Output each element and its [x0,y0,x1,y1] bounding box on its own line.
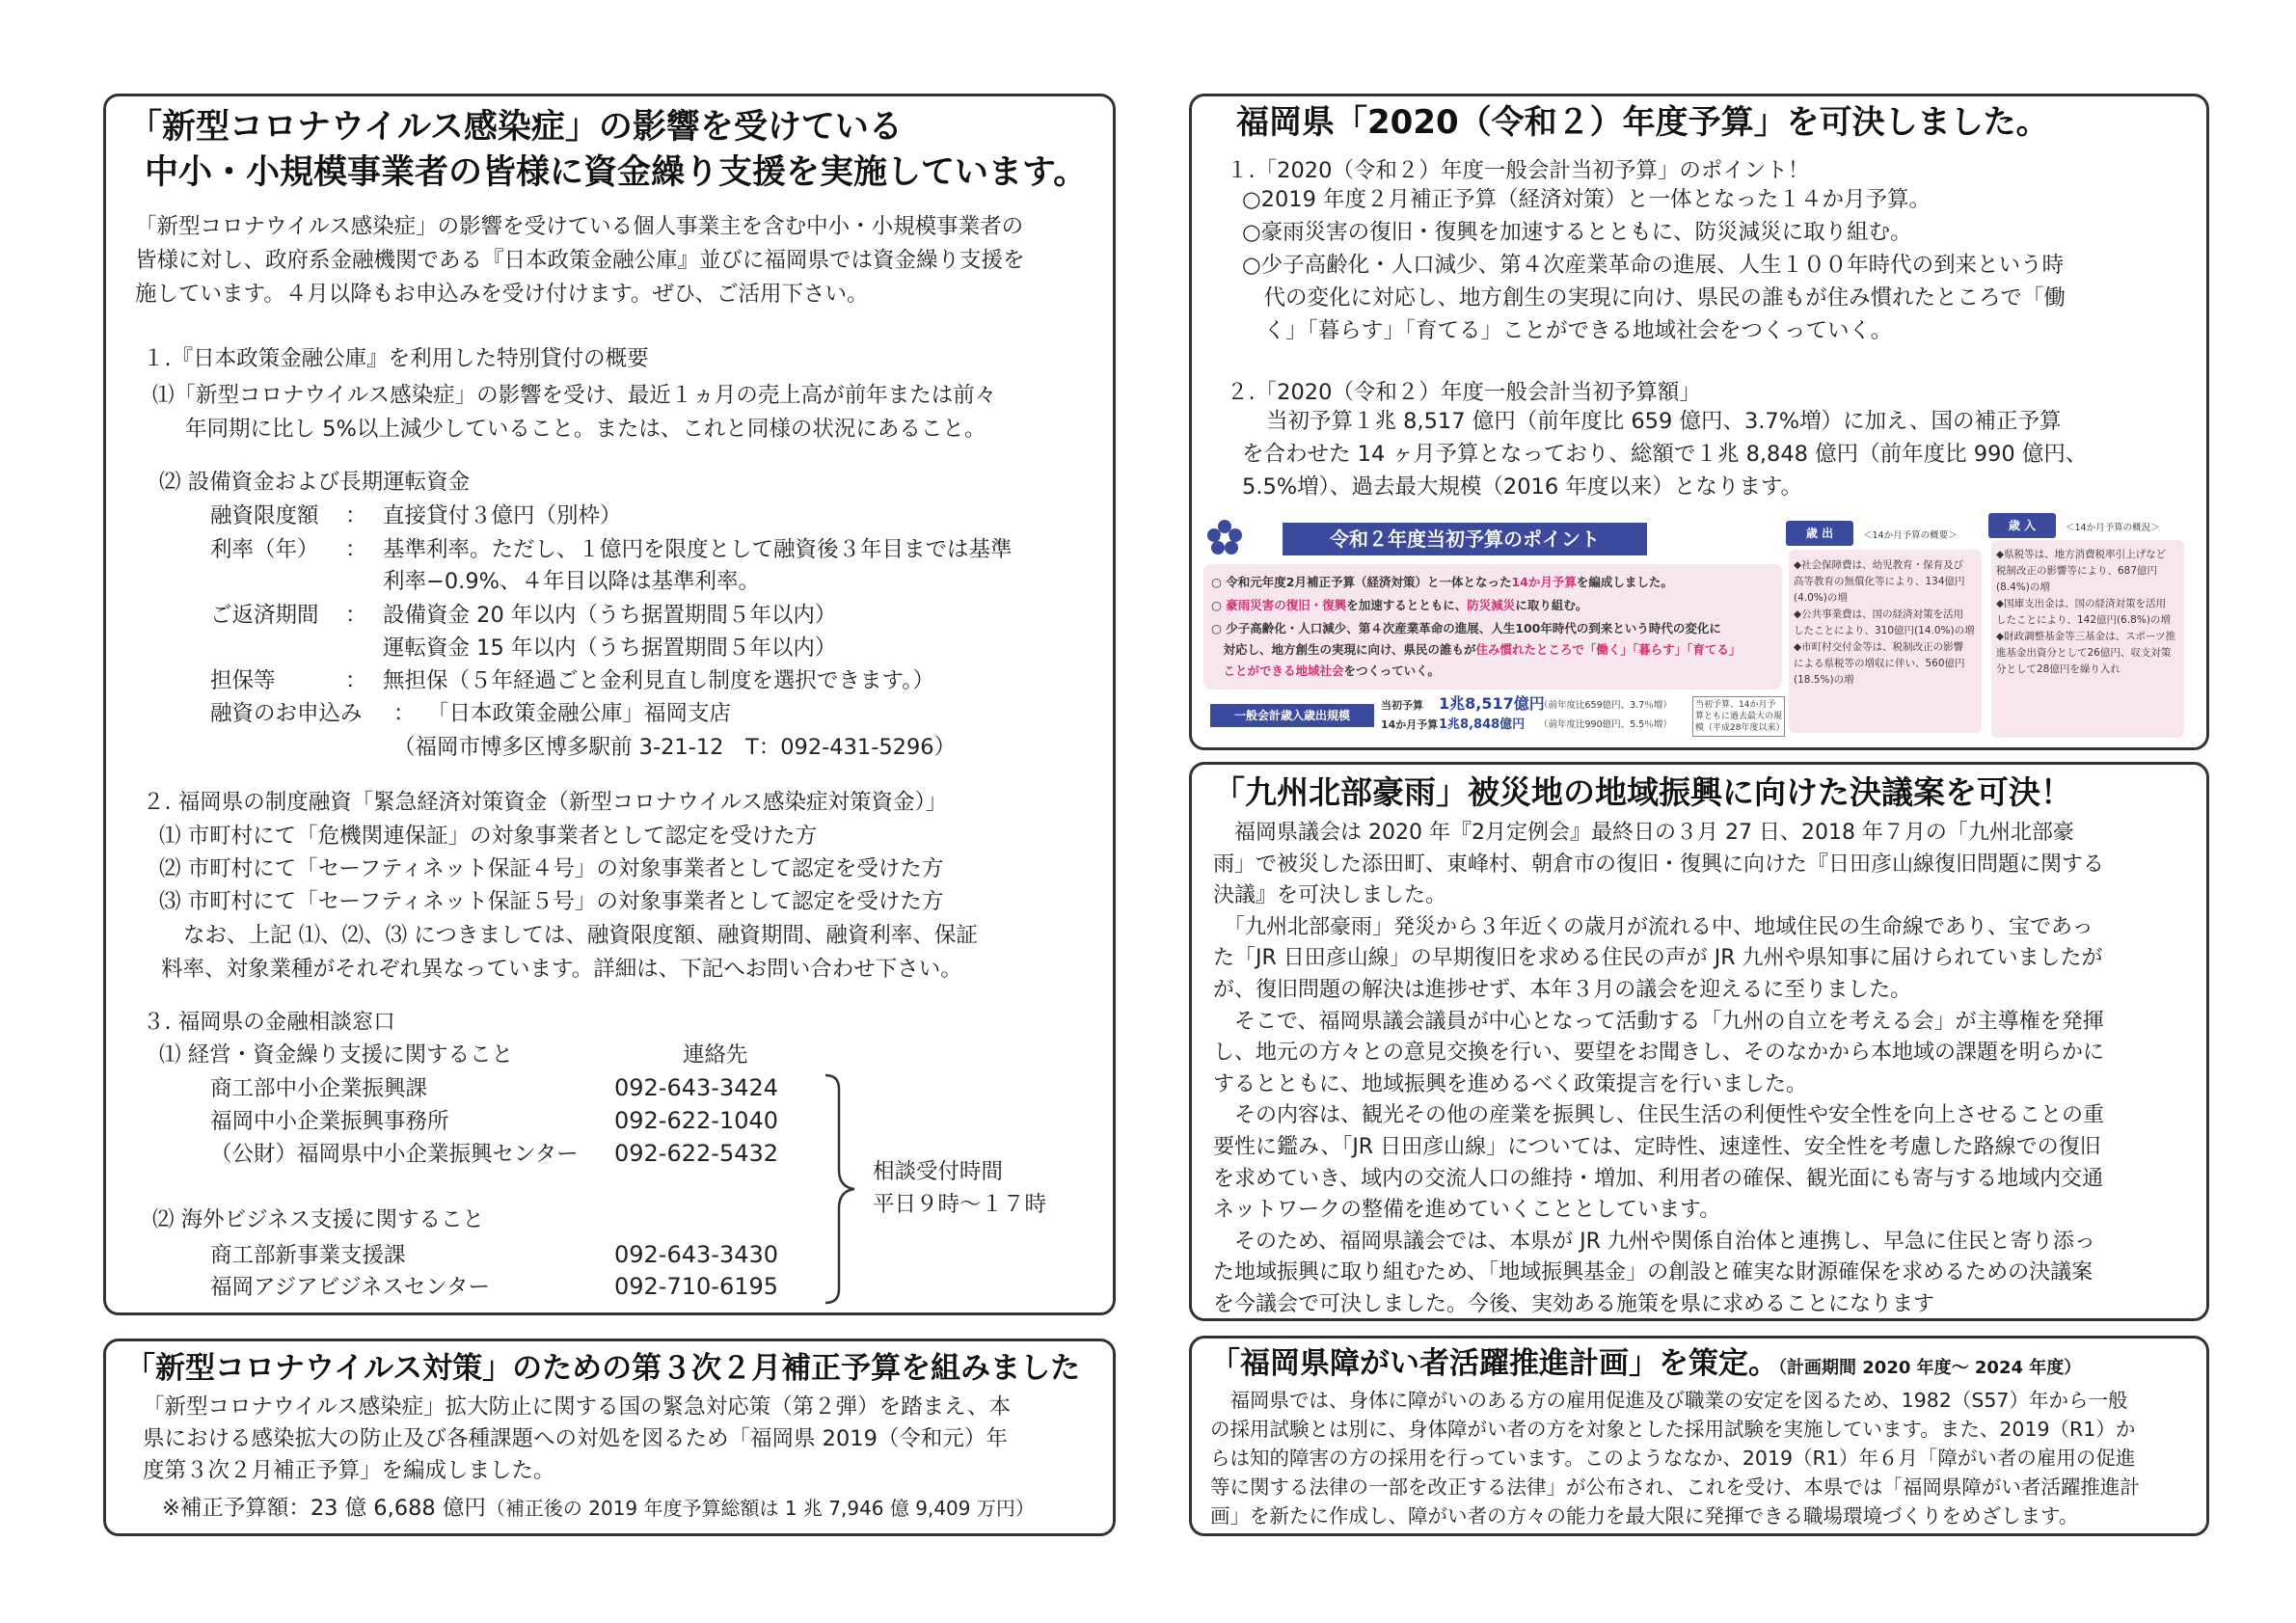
contact-name: （公財）福岡県中小企業振興センター [210,1142,579,1167]
section2-note-line2: 料率、対象業種がそれぞれ異なっています。詳細は、下記へお問い合わせ下さい。 [161,957,962,982]
disability-plan-body: 福岡県では、身体に障がいのある方の雇用促進及び職業の安定を図るため、1982（S57）年から一般 の採用試験とは別に、身体障がい者の方を対象とした採用試験を実施しています。また、2019（R1）か らは知的障害の方の採用を行っています。このようななか、2019（R1）年６月「障がい者の雇用の促進 等に関する法律の一部を改正する法律」が公布され、これを受け、本県では「福岡県障がい者活躍推進計 画」を新たに作成し、障がい者の方々の能力を最大限に発揮できる職場環境づくりをめざします。 [1210,1389,2140,1528]
term-value: 基準利率。ただし、１億円を限度として融資後３年目までは基準 [383,537,1013,562]
term-colon: ： [345,503,367,528]
contact-phone: 092-643-3430 [614,1241,779,1268]
revenue-subtitle: ＜14か月予算の概況＞ [2066,523,2160,533]
term-value: 「日本政策金融公庫」福岡支店 [427,701,732,726]
contact-phone: 092-622-1040 [614,1107,779,1134]
infographic-point3-end: ことができる地域社会をつくっていく。 [1211,663,1441,678]
term-label: 融資限度額 [210,503,319,528]
contact-phone: 092-622-5432 [614,1140,779,1167]
fy2020-budget-title: 福岡県「2020（令和２）年度予算」を可決しました。 [1236,103,2049,142]
term-colon: ： [393,701,416,726]
infographic-point2: ○ 豪雨災害の復旧・復興を加速するとともに、防災減災に取り組む。 [1211,598,1588,612]
expenditure-label: 歳 出 [1786,521,1853,546]
financing-support-intro: 「新型コロナウイルス感染症」の影響を受けている個人事業主を含む中小・小規模事業者の 皆様に対し、政府系金融機関である『日本政策金融公庫』並びに福岡県では資金繰り支援を 施しています。４月以降もお申込みを受け付けます。ぜひ、ご活用下さい。 [135,214,1025,307]
term-colon: ： [345,668,367,693]
supplementary-amount: ※補正予算額：23 億 6,688 億円 [162,1496,486,1521]
section3-heading: ３. 福岡県の金融相談窓口 [143,1010,395,1035]
financing-support-title-line1: 「新型コロナウイルス感染症」の影響を受けている [128,108,903,147]
section3-item1: ⑴ 経営・資金繰り支援に関すること [159,1042,514,1068]
section2-item: ⑵ 市町村にて「セーフティネット保証４号」の対象事業者として認定を受けた方 [159,856,944,881]
consultation-hours-value: 平日９時〜１７時 [873,1192,1047,1217]
financing-support-title-line2: 中小・小規模事業者の皆様に資金繰り支援を実施しています。 [145,153,1088,192]
revenue-details: ◆県税等は、地方消費税率引上げなど 税制改正の影響等により、687億円 (8.4%)の増 ◆国庫支出金は、国の経済対策を活用 したことにより、142億円(6.8%)の増 ◆財政調整基金等三基金は、スポーツ推 進基金出資分として26億円、収支対策 分として28億円を繰り入れ [1996,549,2176,675]
expenditure-subtitle: ＜14か月予算の概要＞ [1863,530,1958,541]
contact-label: 連絡先 [683,1042,748,1068]
budget-amount-heading: ２.「2020（令和２）年度一般会計当初予算額」 [1227,380,1701,405]
term-colon: ： [345,603,367,628]
term-value: 設備資金 20 年以内（うち据置期間５年以内） [383,603,837,628]
term-value: 運転資金 15 年以内（うち据置期間５年以内） [383,636,837,661]
budget-points-list: ○2019 年度２月補正予算（経済対策）と一体となった１４か月予算。 ○豪雨災害の復旧・復興を加速するとともに、防災減災に取り組む。 ○少子高齢化・人口減少、第４次産業革命の進展、人生１００年時代の到来という時 代の変化に対応し、地方創生の実現に向け、県民の誰もが住み慣れたところで「働 く」「暮らす」「育てる」ことができる地域社会をつくっていく。 [1242,187,2066,343]
supplementary-budget-note [162,1492,1035,1525]
infographic-point3-cont: 対応し、地方創生の実現に向け、県民の誰もが住み慣れたところで「働く」「暮らす」「育てる」 [1211,642,1742,657]
term-label: 融資のお申込み [210,701,363,726]
supplementary-total-note: （補正後の 2019 年度予算総額は 1 兆 7,946 億 9,409 万円） [485,1497,1035,1520]
section2-item: ⑴ 市町村にて「危機関連保証」の対象事業者として認定を受けた方 [159,824,818,849]
contact-name: 商工部中小企業振興課 [210,1076,428,1101]
budget-amount-body: 当初予算１兆 8,517 億円（前年度比 659 億円、3.7%増）に加え、国の補正予算 を合わせた 14 ヶ月予算となっており、総額で１兆 8,848 億円（前年度比 990 億円、 5.5%増）、過去最大規模（2016 年度以来）となります。 [1242,409,2088,500]
14month-budget-value: 1兆8,848億円 [1439,717,1526,732]
section3-item2: ⑵ 海外ビジネス支援に関すること [152,1207,484,1232]
term-value: 直接貸付３億円（別枠） [383,503,622,528]
initial-budget-note: （前年度比659億円、3.7％増） [1539,700,1672,711]
record-size-note: 当初予算、14か月予算ともに過去最大の規模（平成28年度以来） [1692,696,1785,737]
kyushu-rain-title: 「九州北部豪雨」被災地の地域振興に向けた決議案を可決！ [1213,773,2072,811]
fukuoka-emblem-icon [1205,518,1244,562]
section1-item2: ⑵ 設備資金および長期運転資金 [159,470,471,495]
14month-budget-note: （前年度比990億円、5.5％増） [1539,719,1672,730]
general-account-size-bar: 一般会計歳入歳出規模 [1210,704,1374,727]
contact-name: 商工部新事業支援課 [210,1243,406,1268]
plan-period-note: （計画期間 2020 年度〜 2024 年度） [1778,1358,2082,1378]
section1-heading: １.『日本政策金融公庫』を利用した特別貸付の概要 [143,346,649,371]
contact-brace-icon [822,1073,860,1305]
contact-phone: 092-710-6195 [614,1273,779,1300]
infographic-point1: ○ 令和元年度2月補正予算（経済対策）と一体となった14か月予算を編成しました。 [1211,575,1673,589]
section1-item1-line1: ⑴「新型コロナウイルス感染症」の影響を受け、最近１ヵ月の売上高が前年または前々 [152,383,997,408]
consultation-hours-label: 相談受付時間 [873,1159,1004,1184]
kyushu-rain-body: 福岡県議会は 2020 年『2月定例会』最終日の３月 27 日、2018 年７月の「九州北部豪 雨」で被災した添田町、東峰村、朝倉市の復旧・復興に向けた『日田彦山線復旧問題に関する 決議』を可決しました。 「九州北部豪雨」発災から３年近くの歳月が流れる中、地域住民の生命線であり、宝であっ た「JR 日田彦山線」の早期復旧を求める住民の声が JR 九州や県知事に届けられていましたが が、復旧問題の解決は進捗せず、本年３月の議会を迎えるに至りました。 そこで、福岡県議会議員が中心となって活動する「九州の自立を考える会」が主導権を発揮 し、地元の方々との意見交換を行い、要望をお聞きし、そのなかから本地域の課題を明らかに するとともに、地域振興を進めるべく政策提言を行いました。 その内容は、観光その他の産業を振興し、住民生活の利便性や安全性を向上させることの重 要性に鑑み、「JR 日田彦山線」については、定時性、速達性、安全性を考慮した路線での復旧 を求めていき、域内の交流人口の維持・増加、利用者の確保、観光面にも寄与する地域内交通 ネットワークの整備を進めていくこととしています。 そのため、福岡県議会では、本県が JR 九州や関係自治体と連携し、早急に住民と寄り添っ た地域振興に取り組むため、「地域振興基金」の創設と確実な財源確保を求めるための決議案 を今議会で可決しました。今後、実効ある施策を県に求めることになります [1213,821,2105,1316]
contact-name: 福岡中小企業振興事務所 [210,1109,449,1134]
supplementary-budget-title: 「新型コロナウイルス対策」のための第３次２月補正予算を組みました [125,1351,1081,1386]
section2-note-line1: なお、上記 ⑴、⑵、⑶ につきましては、融資限度額、融資期間、融資利率、保証 [183,923,978,948]
infographic-banner: 令和２年度当初予算のポイント [1283,523,1647,555]
section2-item: ⑶ 市町村にて「セーフティネット保証５号」の対象事業者として認定を受けた方 [159,889,944,914]
14month-budget-label: 14か月予算 [1381,718,1439,731]
term-value: 無担保（５年経過ごと金利見直し制度を選択できます。） [383,668,934,693]
term-colon: ： [345,537,367,562]
contact-name: 福岡アジアビジネスセンター [210,1275,491,1300]
term-label: 担保等 [210,668,276,693]
disability-plan-title-text: 「福岡県障がい者活躍推進計画」を策定。 [1210,1346,1778,1381]
revenue-label: 歳 入 [1988,513,2056,538]
initial-budget-value: 1兆8,517億円 [1439,694,1545,713]
infographic-point3: ○ 少子高齢化・人口減少、第４次産業革命の進展、人生100年時代の到来という時代の変化に [1211,621,1721,636]
term-value: 利率−0.9%、４年目以降は基準利率。 [383,569,761,594]
term-label: 利率（年） [210,537,319,562]
expenditure-details: ◆社会保障費は、幼児教育・保育及び 高等教育の無償化等により、134億円 (4.0%)の増 ◆公共事業費は、国の経済対策を活用 したことにより、310億円(14.0%)の増 ◆市町村交付金等は、税制改正の影響 による県税等の増収に伴い、560億円 (18.5%)の増 [1794,559,1975,686]
contact-phone: 092-643-3424 [614,1074,779,1101]
section1-item1-line2: 年同期に比し 5%以上減少していること。または、これと同様の状況にあること。 [185,417,986,442]
section2-heading: ２. 福岡県の制度融資「緊急経済対策資金（新型コロナウイルス感染症対策資金）」 [143,790,948,815]
initial-budget-label: 当初予算 [1381,699,1423,712]
disability-plan-title [1210,1343,2081,1384]
term-value: （福岡市博多区博多駅前 3-21-12 T：092-431-5296） [393,735,957,760]
term-label: ご返済期間 [210,603,319,628]
budget-points-heading: １.「2020（令和２）年度一般会計当初予算」のポイント！ [1227,158,1810,183]
supplementary-budget-body: 「新型コロナウイルス感染症」拡大防止に関する国の緊急対応策（第２弾）を踏まえ、本 県における感染拡大の防止及び各種課題への対処を図るため「福岡県 2019（令和元）年 度第３次２月補正予算」を編成しました。 [143,1394,1012,1483]
